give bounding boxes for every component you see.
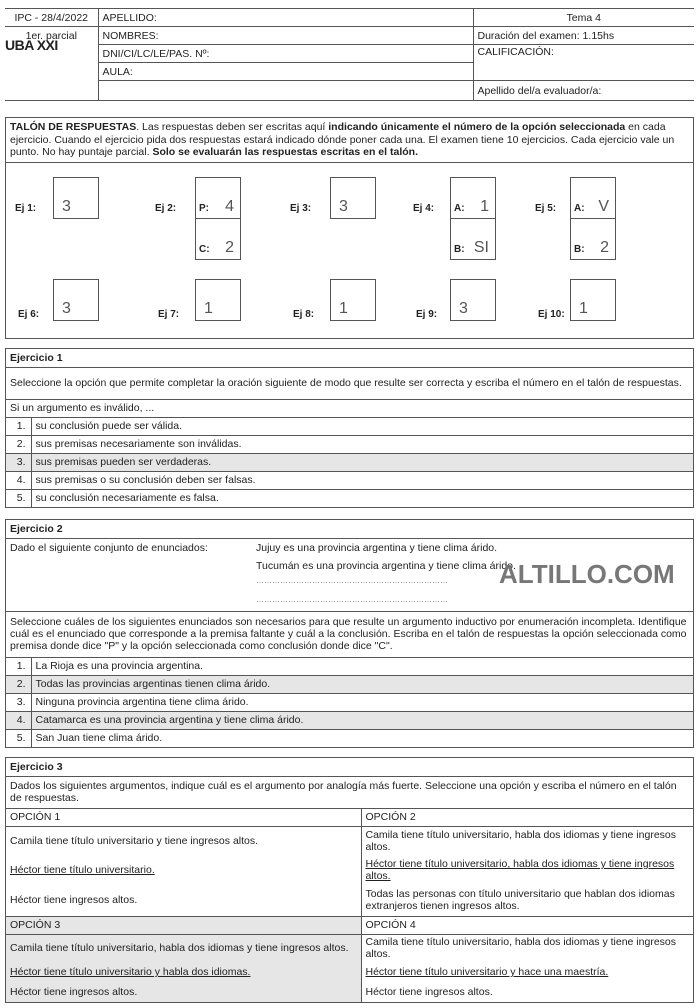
answer-part-label: A:	[454, 203, 465, 214]
option-row[interactable]: 5. San Juan tiene clima árido.	[6, 729, 693, 747]
answer-label: Ej 9:	[416, 309, 438, 320]
answer-value: 1	[480, 198, 489, 215]
answer-value: SI	[473, 239, 489, 256]
answer-label: Ej 2:	[155, 203, 177, 214]
exercise-instruction: Seleccione la opción que permite completar la oración siguiente de modo que resulte ser correcta y escriba el número en el talón de respuestas.	[6, 367, 693, 399]
answer-value: 1	[579, 300, 588, 317]
option-3-header: OPCIÓN 3	[6, 916, 361, 934]
answer-box[interactable]	[195, 177, 241, 219]
answer-box[interactable]	[570, 279, 616, 321]
calificacion: CALIFICACIÓN:	[473, 45, 694, 81]
exercise-2	[5, 519, 694, 748]
answer-value: 1	[339, 300, 348, 317]
answer-part-label: B:	[454, 244, 465, 255]
watermark: ALTILLO.COM	[499, 558, 675, 589]
answer-label: Ej 10:	[538, 309, 565, 320]
duracion: Duración del examen: 1.15hs	[473, 27, 694, 45]
nombres-field[interactable]: NOMBRES:	[98, 27, 473, 45]
option-2-header: OPCIÓN 2	[361, 808, 693, 826]
answer-box[interactable]	[450, 279, 496, 321]
answer-label: Ej 5:	[535, 203, 557, 214]
answer-value: 3	[62, 198, 71, 215]
answer-part-label: B:	[574, 244, 585, 255]
option-4-header: OPCIÓN 4	[361, 916, 693, 934]
answer-value: 3	[339, 198, 348, 215]
answer-value: 2	[225, 239, 234, 256]
blank-line: ………………………………………………………………	[256, 575, 448, 585]
answer-value: 4	[225, 198, 234, 215]
tema: Tema 4	[473, 9, 694, 27]
answer-value: 3	[62, 300, 71, 317]
answer-label: Ej 4:	[413, 203, 435, 214]
option-row[interactable]: 3. Ninguna provincia argentina tiene clima árido.	[6, 693, 693, 711]
answer-box[interactable]	[330, 177, 376, 219]
answer-box[interactable]	[450, 177, 496, 219]
answer-label: Ej 6:	[18, 309, 40, 320]
option-row[interactable]: 2. sus premisas necesariamente son inválidas.	[6, 435, 693, 453]
answer-sheet-instructions: TALÓN DE RESPUESTAS. Las respuestas deben ser escritas aquí indicando únicamente el número de la opción seleccionada en cada ejercicio. Cuando el ejercicio pida dos respuestas estará indicado dónde poner cada una. El examen tiene 10 ejercicios. Cada ejercicio vale un punto. No hay puntaje parcial. Solo se evaluarán las respuestas escritas en el talón.	[6, 118, 693, 163]
answer-box[interactable]	[450, 218, 496, 260]
exercise-title: Ejercicio 1	[6, 349, 693, 367]
answer-box[interactable]	[195, 279, 241, 321]
blank-line: ………………………………………………………………	[256, 594, 448, 604]
answer-box[interactable]	[570, 218, 616, 260]
exercise-title: Ejercicio 3	[6, 758, 693, 776]
answer-part-label: P:	[199, 203, 209, 214]
statement: Tucumán es una provincia argentina y tiene clima árido.	[256, 559, 516, 572]
option-row[interactable]: 5. su conclusión necesariamente es falsa.	[6, 489, 693, 507]
option-row[interactable]: 1. su conclusión puede ser válida.	[6, 417, 693, 435]
exercise-instruction: Dados los siguientes argumentos, indique cuál es el argumento por analogía más fuerte. Seleccione una opción y escriba el número en el talón de respuestas.	[6, 776, 693, 808]
answer-value: 1	[204, 300, 213, 317]
option-row[interactable]: 3. sus premisas pueden ser verdaderas.	[6, 453, 693, 471]
option-1-header: OPCIÓN 1	[6, 808, 361, 826]
option-row[interactable]: 4. Catamarca es una provincia argentina y tiene clima árido.	[6, 711, 693, 729]
dni-field[interactable]: DNI/CI/LC/LE/PAS. Nº:	[98, 45, 473, 63]
answer-box[interactable]	[330, 279, 376, 321]
exercise-instruction: Seleccione cuáles de los siguientes enunciados son necesarios para que resulte un argumento inductivo por enumeración incompleta. Identifique cuál es el enunciado que corresponde a la premisa faltante y cuál a la conclusión. Escriba en el talón de respuestas la opción seleccionada como premisa donde dice "P" y la opción seleccionada como conclusión donde dice "C".	[6, 611, 693, 657]
uba-xxi-logo: UBA XXI	[5, 36, 58, 53]
answer-part-label: C:	[199, 244, 210, 255]
exercise-title: Ejercicio 2	[6, 520, 693, 538]
answer-label: Ej 1:	[15, 203, 37, 214]
exercise-stem: Si un argumento es inválido, ...	[6, 399, 693, 417]
option-row[interactable]: 1. La Rioja es una provincia argentina.	[6, 657, 693, 675]
aula-field[interactable]: AULA:	[98, 63, 473, 81]
exercise-3: Ejercicio 3 Dados los siguientes argumentos, indique cuál es el argumento por analogía más fuerte. Seleccione una opción y escriba el número en el talón de respuestas. OPCIÓN 1 OPCIÓN 2 Camila tiene título universitario y tiene ingresos altos. Camila tiene título universitario, habla dos idiomas y tiene ingresos altos. Héctor tiene título universitario. Héctor tiene título universitario, habla dos idiomas y tiene ingresos altos. Héctor tiene ingresos altos. Todas las personas con título universitario que hablan dos idiomas extranjeros tienen ingresos altos. OPCIÓN 3 OPCIÓN 4 Camila tiene título universitario, habla dos idiomas y tiene ingresos altos. Camila tiene título universitario, habla dos idiomas y tiene ingresos altos. Héctor tiene título universitario y habla dos idiomas. Héctor tiene título universitario y hace una maestría. Héctor tiene ingresos altos. Héctor tiene ingresos altos.	[5, 757, 694, 1003]
answer-value: 2	[600, 239, 609, 256]
answer-box[interactable]	[195, 218, 241, 260]
option-row[interactable]: 4. sus premisas o su conclusión deben ser falsas.	[6, 471, 693, 489]
parcial: 1er. parcial	[5, 27, 98, 45]
answer-value: 3	[459, 300, 468, 317]
exam-header	[5, 8, 694, 101]
answer-label: Ej 7:	[158, 309, 180, 320]
apellido-field[interactable]: APELLIDO:	[98, 9, 473, 27]
answer-label: Ej 3:	[290, 203, 312, 214]
exam-id: IPC - 28/4/2022	[5, 9, 98, 27]
answer-label: Ej 8:	[293, 309, 315, 320]
exercise-1	[5, 348, 694, 508]
answer-part-label: A:	[574, 203, 585, 214]
answer-value: V	[598, 198, 609, 215]
evaluador: Apellido del/a evaluador/a:	[473, 81, 694, 101]
answer-box[interactable]	[53, 177, 99, 219]
answer-box[interactable]	[53, 279, 99, 321]
statements-intro: Dado el siguiente conjunto de enunciados:	[10, 541, 208, 554]
option-row[interactable]: 2. Todas las provincias argentinas tienen clima árido.	[6, 675, 693, 693]
statement: Jujuy es una provincia argentina y tiene clima árido.	[256, 541, 498, 554]
answer-box[interactable]	[570, 177, 616, 219]
